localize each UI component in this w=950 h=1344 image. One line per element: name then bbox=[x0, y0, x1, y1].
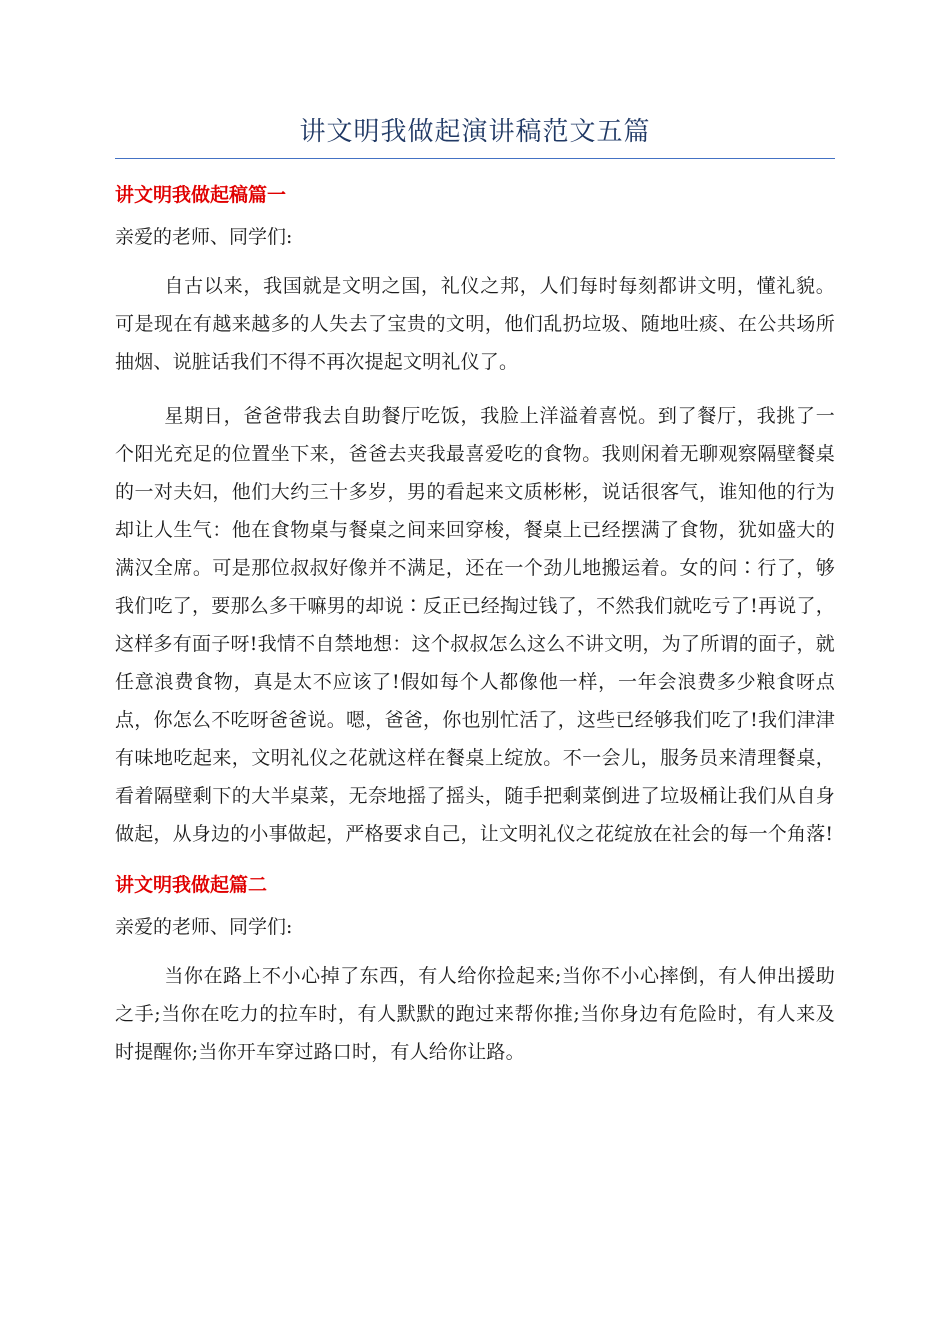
section-heading-1: 讲文明我做起稿篇一 bbox=[115, 184, 287, 206]
section-2-greeting: 亲爱的老师、同学们: bbox=[115, 916, 293, 938]
document-title: 讲文明我做起演讲稿范文五篇 bbox=[299, 117, 651, 147]
section-1-greeting: 亲爱的老师、同学们: bbox=[115, 226, 293, 248]
document-page bbox=[115, 112, 835, 1071]
section-2-paragraph-1: 当你在路上不小心掉了东西，有人给你捡起来;当你不小心摔倒，有人伸出援助之手;当你在吃力的拉车时，有人默默的跑过来帮你推;当你身边有危险时，有人来及时提醒你;当你开车穿过路口时，有人给你让路。 bbox=[115, 965, 835, 1063]
section-1-paragraph-2: 星期日，爸爸带我去自助餐厅吃饭，我脸上洋溢着喜悦。到了餐厅，我挑了一个阳光充足的位置坐下来，爸爸去夹我最喜爱吃的食物。我则闲着无聊观察隔壁餐桌的一对夫妇，他们大约三十多岁，男的看起来文质彬彬，说话很客气，谁知他的行为却让人生气：他在食物桌与餐桌之间来回穿梭，餐桌上已经摆满了食物，犹如盛大的满汉全席。可是那位叔叔好像并不满足，还在一个劲儿地搬运着。女的问∶行了，够我们吃了，要那么多干嘛男的却说∶反正已经掏过钱了，不然我们就吃亏了!再说了，这样多有面子呀!我情不自禁地想：这个叔叔怎么这么不讲文明，为了所谓的面子，就任意浪费食物，真是太不应该了!假如每个人都像他一样，一年会浪费多少粮食呀点点，你怎么不吃呀爸爸说。嗯，爸爸，你也别忙活了，这些已经够我们吃了!我们津津有味地吃起来，文明礼仪之花就这样在餐桌上绽放。不一会儿，服务员来清理餐桌，看着隔壁剩下的大半桌菜，无奈地摇了摇头，随手把剩菜倒进了垃圾桶让我们从自身做起，从身边的小事做起，严格要求自己，让文明礼仪之花绽放在社会的每一个角落! bbox=[115, 405, 835, 845]
section-heading-2: 讲文明我做起篇二 bbox=[115, 874, 268, 896]
section-1-paragraph-1: 自古以来，我国就是文明之国，礼仪之邦，人们每时每刻都讲文明，懂礼貌。可是现在有越来越多的人失去了宝贵的文明，他们乱扔垃圾、随地吐痰、在公共场所抽烟、说脏话我们不得不再次提起文明礼仪了。 bbox=[115, 275, 835, 373]
title-underline bbox=[115, 158, 835, 159]
